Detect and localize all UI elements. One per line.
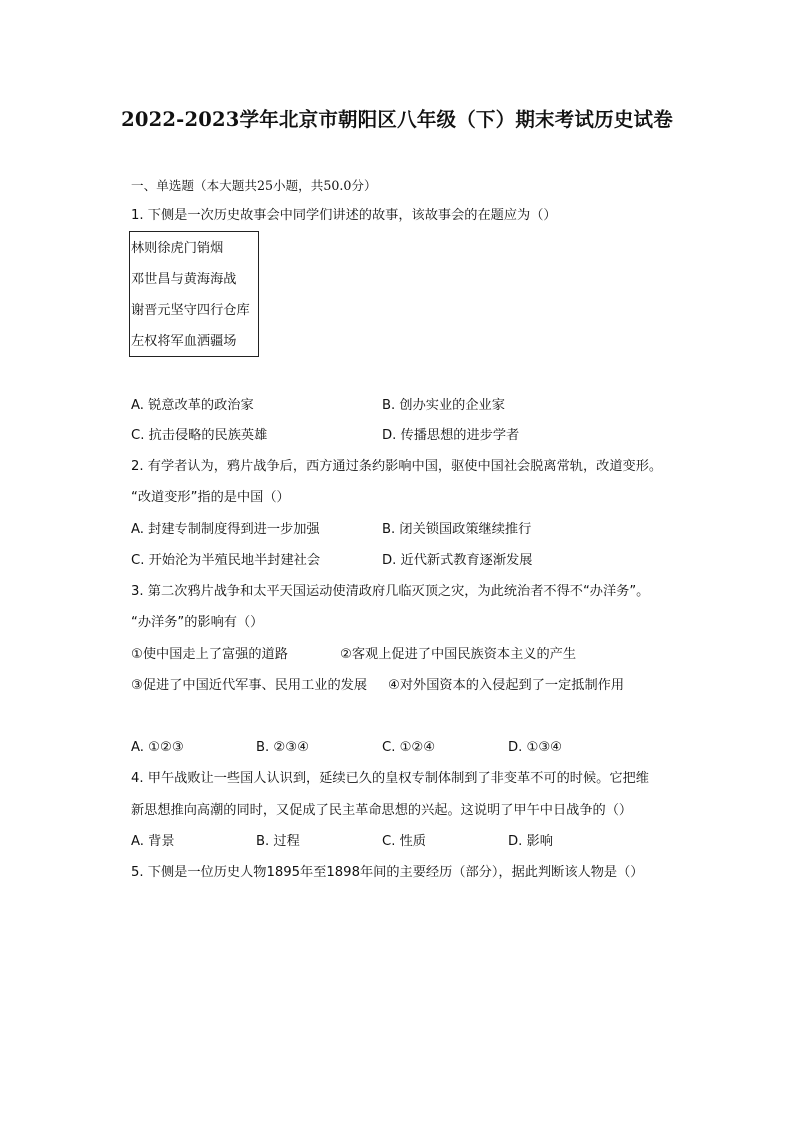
q4-option-c[interactable]: C. 性质: [382, 834, 426, 849]
q2-option-c[interactable]: C. 开始沦为半殖民地半封建社会: [131, 553, 321, 568]
q4-option-d[interactable]: D. 影响: [508, 834, 553, 849]
q1-box-item: 左权将军血洒疆场: [131, 334, 237, 349]
q3-option-b[interactable]: B. ②③④: [256, 740, 309, 755]
q3-stem-line1: 3. 第二次鸦片战争和太平天国运动使清政府几临灭顶之灾，为此统治者不得不“办洋务”。: [131, 584, 650, 599]
q3-statement: ①使中国走上了富强的道路: [131, 647, 288, 662]
q3-statement: ④对外国资本的入侵起到了一定抵制作用: [388, 678, 625, 693]
q4-option-b[interactable]: B. 过程: [256, 834, 300, 849]
q1-option-c[interactable]: C. 抗击侵略的民族英雄: [131, 428, 268, 443]
q1-box-item: 谢晋元坚守四行仓库: [131, 303, 250, 318]
q4-option-a[interactable]: A. 背景: [131, 834, 175, 849]
q1-option-b[interactable]: B. 创办实业的企业家: [382, 398, 505, 413]
q1-box-item: 林则徐虎门销烟: [131, 241, 224, 256]
q3-statement: ②客观上促进了中国民族资本主义的产生: [340, 647, 577, 662]
q3-stem-line2: “办洋务”的影响有（）: [131, 615, 264, 630]
q3-option-a[interactable]: A. ①②③: [131, 740, 184, 755]
q1-box-item: 邓世昌与黄海海战: [131, 272, 237, 287]
q1-stem: 1. 下侧是一次历史故事会中同学们讲述的故事，该故事会的在题应为（）: [131, 208, 557, 223]
q2-stem-line1: 2. 有学者认为，鸦片战争后，西方通过条约影响中国，驱使中国社会脱离常轨，改道变形。: [131, 459, 663, 474]
q1-option-a[interactable]: A. 锐意改革的政治家: [131, 398, 254, 413]
q5-stem: 5. 下侧是一位历史人物1895年至1898年间的主要经历（部分），据此判断该人物是（）: [131, 865, 644, 880]
section-heading: 一、单选题（本大题共25小题，共50.0分）: [131, 178, 377, 193]
q2-option-b[interactable]: B. 闭关锁国政策继续推行: [382, 522, 532, 537]
q3-option-d[interactable]: D. ①③④: [508, 740, 563, 755]
q1-story-box: [129, 231, 259, 357]
q2-option-a[interactable]: A. 封建专制制度得到进一步加强: [131, 522, 320, 537]
q4-stem-line1: 4. 甲午战败让一些国人认识到，延续已久的皇权专制体制到了非变革不可的时候。它把维: [131, 771, 649, 786]
q3-option-c[interactable]: C. ①②④: [382, 740, 436, 755]
q4-stem-line2: 新思想推向高潮的同时，又促成了民主革命思想的兴起。这说明了甲午中日战争的（）: [131, 803, 633, 818]
q1-option-d[interactable]: D. 传播思想的进步学者: [382, 428, 520, 443]
q2-stem-line2: “改道变形”指的是中国（）: [131, 490, 290, 505]
q3-statement: ③促进了中国近代军事、民用工业的发展: [131, 678, 368, 693]
q2-option-d[interactable]: D. 近代新式教育逐渐发展: [382, 553, 533, 568]
exam-title: 2022-2023学年北京市朝阳区八年级（下）期末考试历史试卷: [121, 108, 673, 131]
